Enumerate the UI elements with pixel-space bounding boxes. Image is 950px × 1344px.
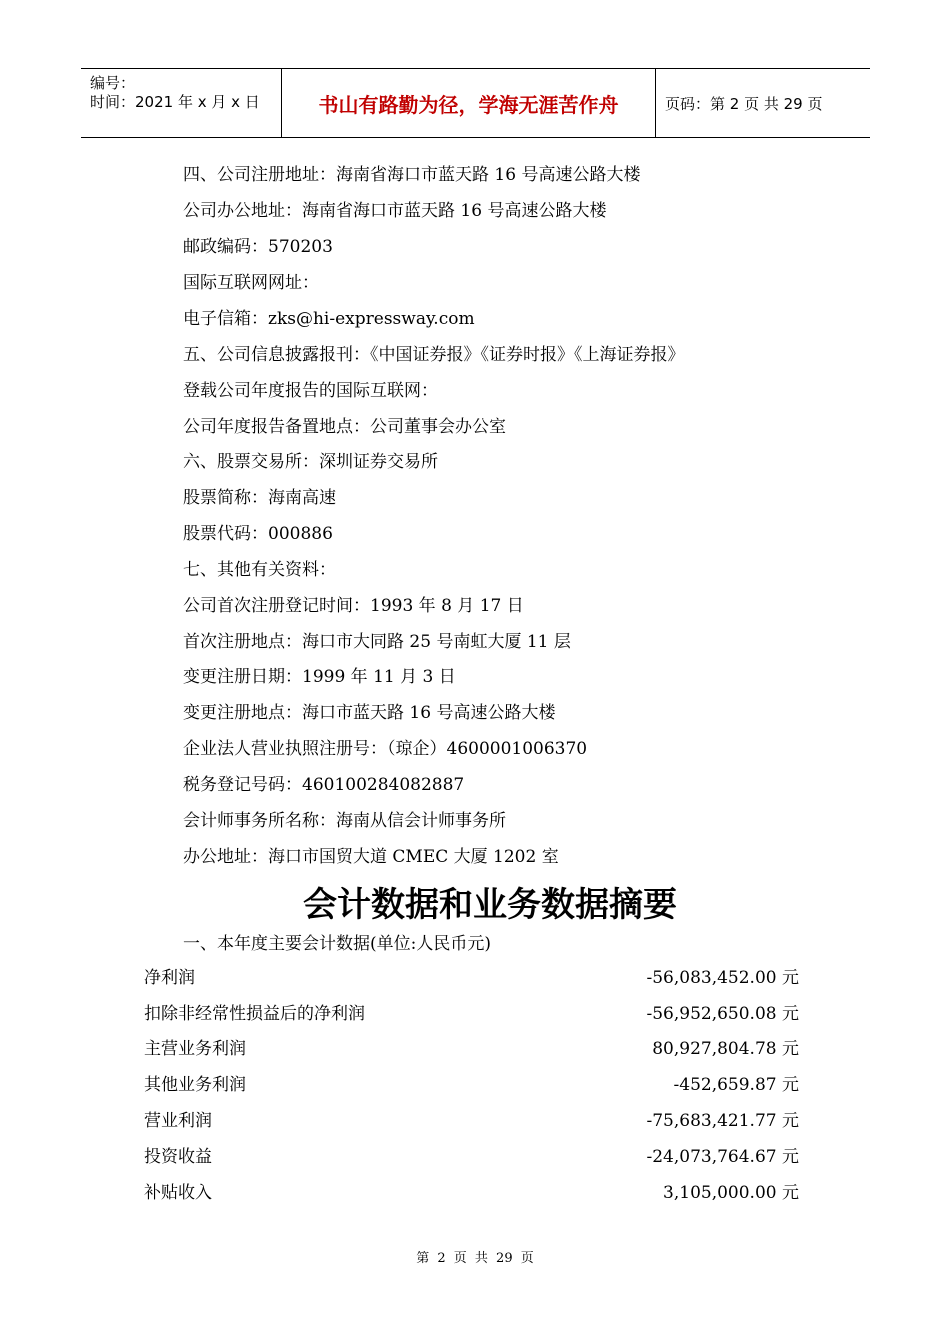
financial-row bbox=[144, 1142, 799, 1168]
financial-value: -56,952,650.08 元 bbox=[646, 1004, 799, 1024]
financial-label: 主营业务利润 bbox=[144, 1039, 246, 1059]
info-line: 股票简称：海南高速 bbox=[183, 488, 336, 508]
info-line: 首次注册地点：海口市大同路 25 号南虹大厦 11 层 bbox=[183, 632, 571, 652]
header-meta bbox=[81, 69, 281, 137]
info-line: 股票代码：000886 bbox=[183, 524, 333, 544]
section-subtitle: 一、本年度主要会计数据(单位:人民币元) bbox=[183, 934, 491, 954]
financial-value: -452,659.87 元 bbox=[673, 1075, 799, 1095]
info-line: 变更注册地点：海口市蓝天路 16 号高速公路大楼 bbox=[183, 703, 556, 723]
page-header bbox=[81, 68, 870, 138]
info-line: 公司年度报告备置地点：公司董事会办公室 bbox=[183, 417, 506, 437]
info-line: 企业法人营业执照注册号：（琼企）4600001006370 bbox=[183, 739, 588, 759]
financial-value: -24,073,764.67 元 bbox=[646, 1147, 799, 1167]
info-line: 五、公司信息披露报刊：《中国证券报》《证券时报》《上海证券报》 bbox=[183, 345, 685, 365]
financial-value: 3,105,000.00 元 bbox=[663, 1183, 799, 1203]
info-line: 会计师事务所名称：海南从信会计师事务所 bbox=[183, 811, 506, 831]
header-motto: 书山有路勤为径，学海无涯苦作舟 bbox=[281, 69, 656, 137]
financial-row bbox=[144, 1034, 799, 1060]
financial-label: 投资收益 bbox=[144, 1147, 212, 1167]
info-line: 邮政编码：570203 bbox=[183, 237, 333, 257]
financial-label: 其他业务利润 bbox=[144, 1075, 246, 1095]
info-line: 公司办公地址：海南省海口市蓝天路 16 号高速公路大楼 bbox=[183, 201, 607, 221]
info-line: 公司首次注册登记时间：1993 年 8 月 17 日 bbox=[183, 596, 524, 616]
document-date-label: 时间：2021 年 x 月 x 日 bbox=[90, 93, 260, 111]
info-line: 办公地址：海口市国贸大道 CMEC 大厦 1202 室 bbox=[183, 847, 559, 867]
document-number-label: 编号： bbox=[90, 74, 136, 92]
financial-row bbox=[144, 1106, 799, 1132]
section-title: 会计数据和业务数据摘要 bbox=[303, 885, 677, 925]
financial-label: 营业利润 bbox=[144, 1111, 212, 1131]
financial-label: 净利润 bbox=[144, 968, 195, 988]
financial-row bbox=[144, 1070, 799, 1096]
info-line: 七、其他有关资料： bbox=[183, 560, 336, 580]
info-line: 四、公司注册地址：海南省海口市蓝天路 16 号高速公路大楼 bbox=[183, 165, 641, 185]
header-page-info: 页码：第 2 页 共 29 页 bbox=[665, 94, 823, 113]
info-line: 电子信箱：zks@hi-expressway.com bbox=[183, 309, 475, 329]
info-line: 登载公司年度报告的国际互联网： bbox=[183, 381, 438, 401]
financial-value: 80,927,804.78 元 bbox=[652, 1039, 799, 1059]
financial-label: 补贴收入 bbox=[144, 1183, 212, 1203]
financial-row bbox=[144, 1178, 799, 1204]
info-line: 变更注册日期：1999 年 11 月 3 日 bbox=[183, 667, 456, 687]
financial-value: -56,083,452.00 元 bbox=[646, 968, 799, 988]
info-line: 六、股票交易所：深圳证券交易所 bbox=[183, 452, 438, 472]
info-line: 国际互联网网址： bbox=[183, 273, 319, 293]
financial-row bbox=[144, 963, 799, 989]
info-line: 税务登记号码：460100284082887 bbox=[183, 775, 465, 795]
financial-value: -75,683,421.77 元 bbox=[646, 1111, 799, 1131]
financial-label: 扣除非经常性损益后的净利润 bbox=[144, 1004, 365, 1024]
page-footer: 第 2 页 共 29 页 bbox=[416, 1251, 534, 1266]
financial-row bbox=[144, 999, 799, 1025]
